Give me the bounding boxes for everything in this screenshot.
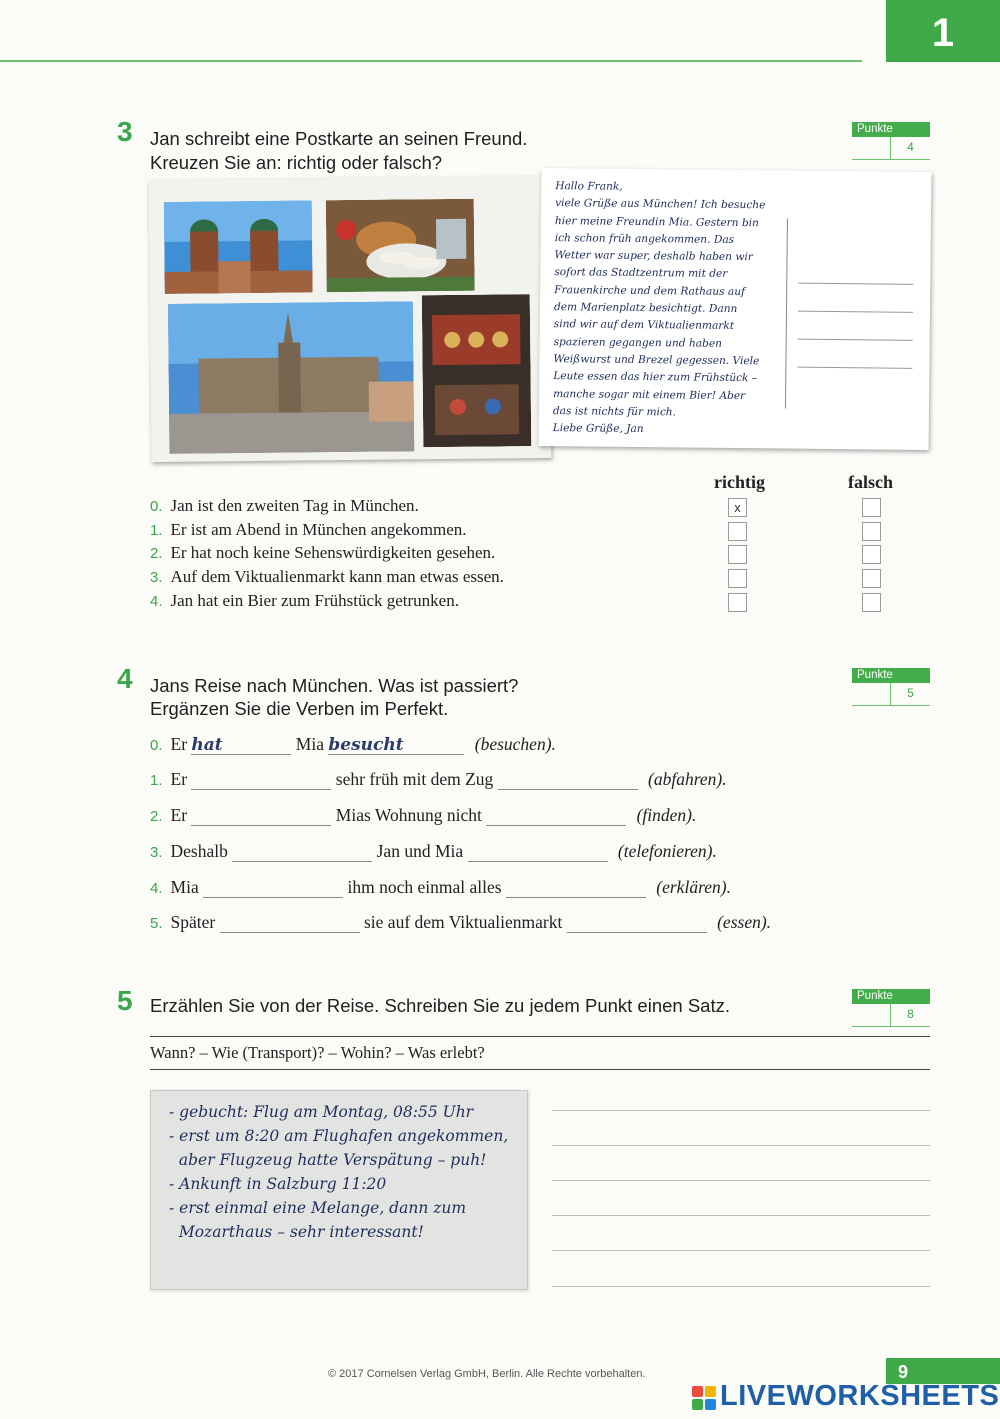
exercise-3-number: 3 — [117, 116, 133, 147]
statement-row — [150, 496, 419, 516]
checkbox-richtig[interactable]: x — [728, 498, 747, 517]
row-subject: Er — [170, 805, 188, 825]
note-line: - erst einmal eine Melange, dann zum — [169, 1199, 467, 1217]
infinitive-hint: (besuchen). — [474, 734, 556, 754]
photo-weisswurst — [326, 199, 475, 293]
postcard-photos — [149, 176, 552, 462]
exercise-5-points-box — [852, 989, 930, 1027]
column-richtig: richtig — [714, 472, 765, 492]
postcard-line: Wetter war super, deshalb haben wir — [554, 249, 753, 264]
checkbox-falsch[interactable] — [862, 593, 881, 612]
answer-line-1[interactable] — [552, 1110, 930, 1111]
prompt-top-rule — [150, 1036, 930, 1037]
auxiliary-blank[interactable] — [203, 878, 343, 898]
photo-frauenkirche — [164, 200, 313, 294]
row-middle: Jan und Mia — [376, 841, 464, 861]
exercise-5-number: 5 — [117, 985, 133, 1016]
auxiliary-blank[interactable]: hat — [191, 735, 291, 755]
checkbox-falsch[interactable] — [862, 569, 881, 588]
points-label: Punkte — [852, 989, 930, 1004]
participle-blank[interactable] — [498, 770, 638, 790]
perfekt-row — [150, 841, 717, 862]
postcard-line: das ist nichts für mich. — [552, 404, 677, 419]
participle-blank[interactable] — [486, 806, 626, 826]
postcard-line: spazieren gegangen und haben — [553, 335, 723, 350]
postcard-line: Weißwurst und Brezel gegessen. Viele — [553, 353, 760, 368]
perfekt-row — [150, 912, 771, 933]
statement-number: 0. — [150, 498, 163, 515]
row-subject: Später — [170, 912, 216, 932]
row-subject: Er — [170, 734, 188, 754]
statement-number: 1. — [150, 522, 163, 539]
checkbox-richtig[interactable] — [728, 593, 747, 612]
infinitive-hint: (abfahren). — [648, 769, 727, 789]
answer-line-4[interactable] — [552, 1215, 930, 1216]
row-subject: Er — [170, 769, 188, 789]
row-middle: sie auf dem Viktualienmarkt — [363, 912, 563, 932]
postcard-message — [539, 168, 932, 450]
statement-row — [150, 567, 504, 587]
points-label: Punkte — [852, 668, 930, 683]
participle-blank[interactable]: besucht — [328, 735, 464, 755]
postcard-line: Liebe Grüße, Jan — [552, 422, 644, 436]
points-value: 8 — [907, 1007, 914, 1021]
statement-number: 4. — [150, 593, 163, 610]
travel-notes-card — [150, 1090, 528, 1290]
infinitive-hint: (erklären). — [656, 877, 731, 897]
chapter-number: 1 — [886, 0, 1000, 62]
checkbox-falsch[interactable] — [862, 522, 881, 541]
postcard-line: viele Grüße aus München! Ich besuche — [555, 197, 766, 212]
row-number: 5. — [150, 915, 163, 932]
copyright-notice: © 2017 Cornelsen Verlag GmbH, Berlin. Alle Rechte vorbehalten. — [328, 1368, 646, 1380]
statement-text: Er hat noch keine Sehenswürdigkeiten gesehen. — [170, 543, 496, 562]
participle-blank[interactable] — [506, 878, 646, 898]
column-falsch: falsch — [848, 472, 893, 492]
points-label: Punkte — [852, 122, 930, 137]
auxiliary-blank[interactable] — [191, 770, 331, 790]
row-number: 3. — [150, 844, 163, 861]
exercise-4-title-line2: Ergänzen Sie die Verben im Perfekt. — [150, 698, 449, 719]
points-value: 5 — [907, 686, 914, 700]
exercise-4-number: 4 — [117, 663, 133, 694]
perfekt-row — [150, 734, 556, 755]
postcard-line: dem Marienplatz besichtigt. Dann — [553, 301, 738, 316]
postcard-line: ich schon früh angekommen. Das — [554, 231, 735, 246]
liveworksheets-logo — [692, 1380, 999, 1416]
statement-text: Er ist am Abend in München angekommen. — [170, 520, 467, 539]
page-number: 9 — [886, 1358, 1000, 1384]
answer-line-5[interactable] — [552, 1250, 930, 1251]
row-number: 2. — [150, 808, 163, 825]
header-rule — [0, 60, 862, 62]
statement-row — [150, 543, 495, 563]
perfekt-row — [150, 769, 727, 790]
auxiliary-blank[interactable] — [232, 842, 372, 862]
row-subject: Mia — [170, 877, 199, 897]
row-middle: Mia — [295, 734, 324, 754]
auxiliary-blank[interactable] — [191, 806, 331, 826]
row-middle: Mias Wohnung nicht — [335, 805, 482, 825]
liveworksheets-icon — [692, 1386, 716, 1410]
statement-number: 2. — [150, 545, 163, 562]
exercise-4-points-box — [852, 668, 930, 706]
row-number: 4. — [150, 880, 163, 897]
perfekt-row — [150, 805, 696, 826]
exercise-4-title-line1: Jans Reise nach München. Was ist passiert? — [150, 675, 519, 696]
statement-row — [150, 591, 459, 611]
postcard-text — [553, 178, 791, 440]
participle-blank[interactable] — [567, 913, 707, 933]
statement-text: Jan ist den zweiten Tag in München. — [170, 496, 419, 515]
answer-line-3[interactable] — [552, 1180, 930, 1181]
postcard-line: manche sogar mit einem Bier! Aber — [553, 387, 746, 402]
note-line: - Ankunft in Salzburg 11:20 — [169, 1175, 387, 1193]
points-value: 4 — [907, 140, 914, 154]
photo-rathaus-marienplatz — [168, 301, 415, 454]
perfekt-row — [150, 877, 731, 898]
statement-row — [150, 520, 467, 540]
liveworksheets-text: LIVEWORKSHEETS — [720, 1380, 1000, 1412]
checkbox-falsch[interactable] — [862, 498, 881, 517]
row-subject: Deshalb — [170, 841, 228, 861]
statement-text: Auf dem Viktualienmarkt kann man etwas essen. — [170, 567, 504, 586]
postcard-line: Frauenkirche und dem Rathaus auf — [554, 283, 746, 298]
postcard-line: Leute essen das hier zum Frühstück – — [553, 370, 758, 385]
checkbox-richtig[interactable] — [728, 569, 747, 588]
postcard-line: sofort das Stadtzentrum mit der — [554, 266, 728, 281]
prompt-bottom-rule — [150, 1069, 930, 1070]
postcard-line: sind wir auf dem Viktualienmarkt — [553, 318, 735, 333]
checkbox-richtig[interactable] — [728, 522, 747, 541]
note-line: - gebucht: Flug am Montag, 08:55 Uhr — [169, 1103, 474, 1121]
infinitive-hint: (essen). — [717, 912, 772, 932]
exercise-5-prompt: Wann? – Wie (Transport)? – Wohin? – Was erlebt? — [150, 1043, 485, 1062]
auxiliary-blank[interactable] — [220, 913, 360, 933]
row-number: 1. — [150, 772, 163, 789]
infinitive-hint: (finden). — [636, 805, 697, 825]
exercise-3-title-line1: Jan schreibt eine Postkarte an seinen Freund. — [150, 128, 528, 149]
statement-number: 3. — [150, 569, 163, 586]
answer-line-2[interactable] — [552, 1145, 930, 1146]
note-line: - erst um 8:20 am Flughafen angekommen, — [169, 1127, 509, 1145]
statement-text: Jan hat ein Bier zum Frühstück getrunken. — [170, 591, 459, 610]
infinitive-hint: (telefonieren). — [617, 841, 717, 861]
row-number: 0. — [150, 737, 163, 754]
checkbox-richtig[interactable] — [728, 545, 747, 564]
photo-glockenspiel — [422, 294, 532, 447]
postcard-line: hier meine Freundin Mia. Gestern bin — [554, 214, 759, 229]
note-line: Mozarthaus – sehr interessant! — [169, 1223, 424, 1241]
exercise-3-title-line2: Kreuzen Sie an: richtig oder falsch? — [150, 152, 443, 173]
row-middle: sehr früh mit dem Zug — [335, 769, 494, 789]
answer-line-6[interactable] — [552, 1286, 930, 1287]
postcard-line: Hallo Frank, — [555, 180, 623, 193]
note-line: aber Flugzeug hatte Verspätung – puh! — [169, 1151, 487, 1169]
exercise-5-title: Erzählen Sie von der Reise. Schreiben Sie zu jedem Punkt einen Satz. — [150, 995, 730, 1016]
exercise-3-points-box — [852, 122, 930, 160]
participle-blank[interactable] — [468, 842, 608, 862]
checkbox-falsch[interactable] — [862, 545, 881, 564]
row-middle: ihm noch einmal alles — [347, 877, 502, 897]
